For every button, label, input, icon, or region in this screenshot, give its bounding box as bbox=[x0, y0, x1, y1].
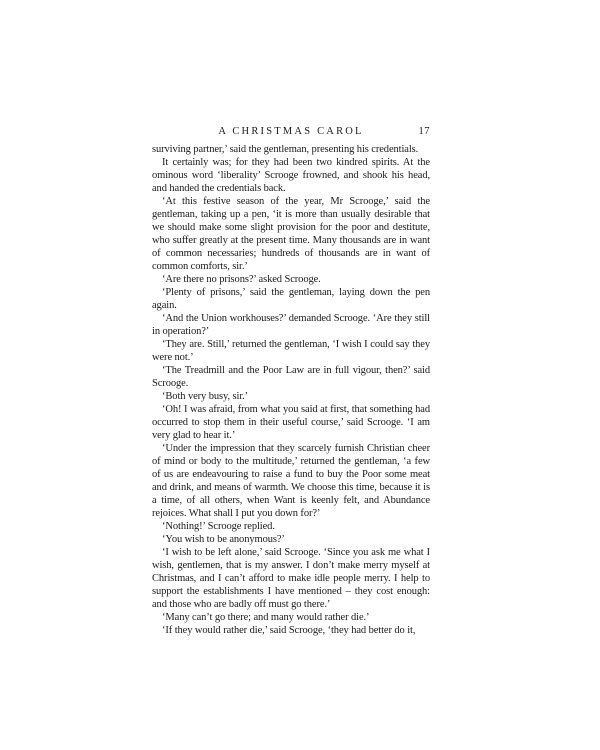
body-text bbox=[152, 143, 430, 637]
paragraph: ‘Plenty of prisons,’ said the gentleman, laying down the pen again. bbox=[152, 287, 430, 311]
paragraph: ‘The Treadmill and the Poor Law are in full vigour, then?’ said Scrooge. bbox=[152, 365, 430, 389]
paragraph: ‘Many can’t go there; and many would rather die.’ bbox=[162, 612, 370, 623]
paragraph: ‘I wish to be left alone,’ said Scrooge. ‘Since you ask me what I wish, gentlemen, that is my answer. I don’t make merry myself at Christmas, and I can’t afford to make idle people merry. I help to support the establishments I have mentioned – they cost enough: and those who are badly off must go there.’ bbox=[152, 547, 430, 610]
paragraph: ‘Nothing!’ Scrooge replied. bbox=[162, 521, 275, 532]
paragraph: ‘If they would rather die,’ said Scrooge, ‘they had better do it, bbox=[162, 625, 416, 636]
paragraph: ‘Oh! I was afraid, from what you said at first, that something had occurred to stop them in their useful course,’ said Scrooge. ‘I am very glad to hear it.’ bbox=[152, 404, 430, 441]
paragraph: ‘Under the impression that they scarcely furnish Christian cheer of mind or body to the multitude,’ returned the gentleman, ‘a few of us are endeavouring to raise a fund to buy the Poor some meat and drink, and means of warmth. We choose this time, because it is a time, of all others, when Want is keenly felt, and Abundance rejoices. What shall I put you down for?’ bbox=[152, 443, 430, 519]
paragraph: ‘Are there no prisons?’ asked Scrooge. bbox=[162, 274, 321, 285]
paragraph: It certainly was; for they had been two kindred spirits. At the ominous word ‘liberality’ Scrooge frowned, and shook his head, and handed the credentials back. bbox=[152, 157, 430, 194]
paragraph: ‘Both very busy, sir.’ bbox=[162, 391, 249, 402]
paragraph: ‘You wish to be anonymous?’ bbox=[162, 534, 285, 545]
running-header bbox=[152, 125, 430, 139]
page-number: 17 bbox=[418, 126, 430, 137]
paragraph: ‘At this festive season of the year, Mr Scrooge,’ said the gentleman, taking up a pen, ‘it is more than usually desirable that we should make some slight provision for the poor and destitute, who suffer greatly at the present time. Many thousands are in want of common necessaries; hundreds of thousands are in want of common comforts, sir.’ bbox=[152, 196, 430, 272]
running-title: A CHRISTMAS CAROL bbox=[218, 126, 364, 137]
paragraph: surviving partner,’ said the gentleman, presenting his credentials. bbox=[152, 144, 419, 155]
paragraph: ‘They are. Still,’ returned the gentleman, ‘I wish I could say they were not.’ bbox=[152, 339, 430, 363]
paragraph: ‘And the Union workhouses?’ demanded Scrooge. ‘Are they still in operation?’ bbox=[152, 313, 430, 337]
